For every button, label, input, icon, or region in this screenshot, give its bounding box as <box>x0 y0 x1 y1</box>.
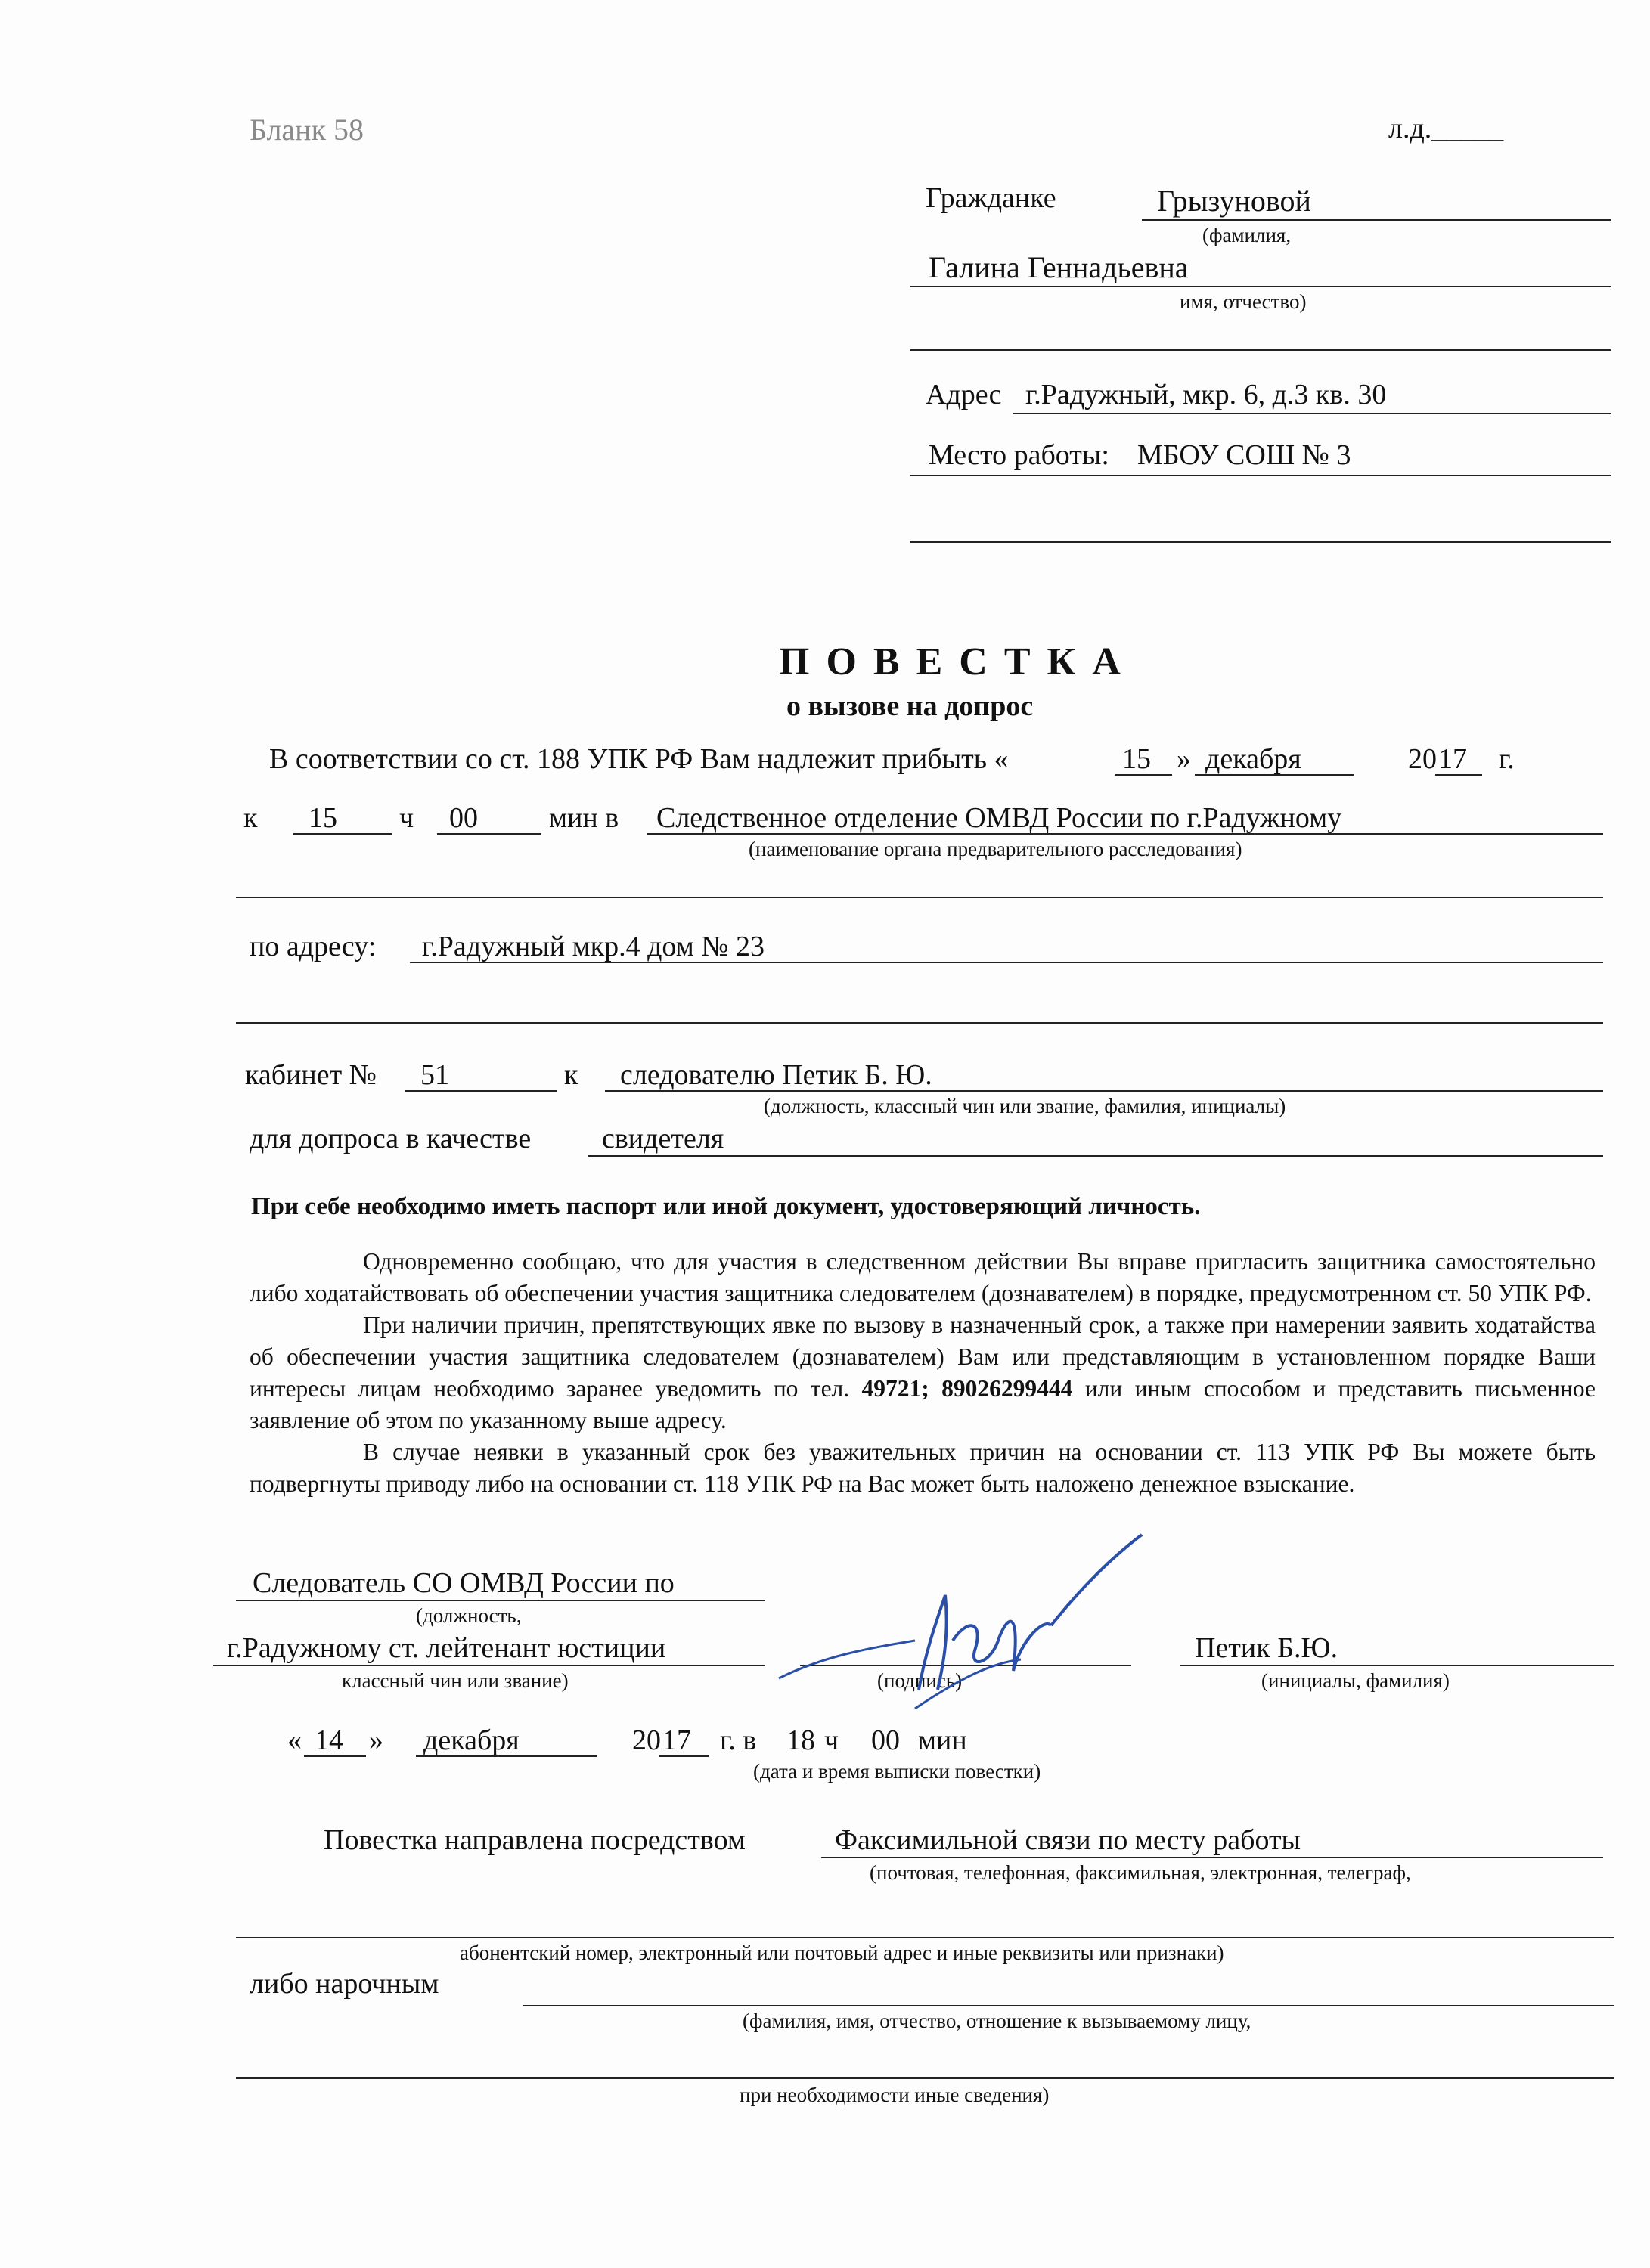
blank-line-3 <box>236 897 1603 898</box>
investigator-caption: (должность, классный чин или звание, фамилия, инициалы) <box>764 1095 1286 1117</box>
phone-numbers: 49721; 89026299444 <box>861 1375 1073 1402</box>
investigator-line <box>605 1090 1603 1092</box>
to-label: к <box>564 1059 578 1091</box>
capacity-line <box>588 1155 1603 1157</box>
name-line <box>910 286 1611 287</box>
recipient-prefix: Гражданке <box>926 182 1056 214</box>
summons-hour: 15 <box>309 802 337 834</box>
blank-line-4 <box>236 1022 1603 1024</box>
blank-line-2 <box>910 541 1611 543</box>
surname-line <box>1142 219 1611 221</box>
signer-position-2: г.Радужному ст. лейтенант юстиции <box>227 1632 666 1664</box>
form-number: Бланк 58 <box>250 113 364 147</box>
extra-info-line <box>236 2077 1614 2079</box>
paragraph-defender: Одновременно сообщаю, что для участия в следственном действии Вы вправе пригласить защитника самостоятельно либо ходатайствовать об обеспечении участия защитника следователем (дознавателем) в порядке, предусмотренном ст. 50 УПК РФ. <box>250 1248 1596 1306</box>
issue-minute-unit: мин <box>918 1724 967 1756</box>
paragraph-notification <box>250 1309 1596 1436</box>
document-title: ПОВЕСТКА <box>779 640 1137 683</box>
office-line <box>405 1090 557 1092</box>
delivery-caption-4: при необходимости иные сведения) <box>740 2084 1050 2106</box>
delivery-method: Факсимильной связи по месту работы <box>835 1824 1301 1856</box>
issue-hour: 18 <box>786 1724 815 1756</box>
recipient-name: Галина Геннадьевна <box>929 250 1189 284</box>
issue-year-suffix: 17 <box>662 1724 691 1756</box>
year-line <box>1435 774 1482 776</box>
recipient-work: МБОУ СОШ № 3 <box>1137 439 1351 471</box>
summons-address-label: по адресу: <box>250 931 377 962</box>
address-label: Адрес <box>926 379 1002 411</box>
summons-intro: В соответствии со ст. 188 УПК РФ Вам надлежит прибыть « <box>269 743 1009 775</box>
address-line <box>1013 413 1611 414</box>
rights-paragraphs <box>250 1246 1596 1500</box>
issue-day: 14 <box>315 1724 343 1756</box>
issue-month: декабря <box>423 1724 520 1756</box>
organ-line <box>647 833 1603 835</box>
office-label: кабинет № <box>245 1059 377 1091</box>
blank-line-1 <box>910 349 1611 351</box>
month-line <box>1195 774 1354 776</box>
courier-label: либо нарочным <box>250 1968 439 2000</box>
day-line <box>1115 774 1172 776</box>
id-notice: При себе необходимо иметь паспорт или иной документ, удостоверяющий личность. <box>251 1193 1201 1220</box>
issue-close-quote: » <box>369 1724 383 1756</box>
summons-address: г.Радужный мкр.4 дом № 23 <box>422 931 765 962</box>
issue-day-line <box>304 1755 366 1757</box>
summons-address-line <box>410 962 1603 963</box>
summons-month: декабря <box>1205 743 1301 775</box>
paragraph-notification-tail: или иным способом и представить письменное заявление об этом по указанному выше адресу. <box>250 1375 1596 1433</box>
minute-line <box>437 833 541 835</box>
summons-minute: 00 <box>449 802 478 834</box>
document-subtitle: о вызове на допрос <box>786 690 1034 722</box>
case-number: л.д._____ <box>1388 113 1504 144</box>
delivery-caption-2: абонентский номер, электронный или почтовый адрес и иные реквизиты или признаки) <box>460 1941 1224 1964</box>
handwritten-signature <box>764 1527 1187 1724</box>
year-unit: г. <box>1499 743 1515 775</box>
delivery-label: Повестка направлена посредством <box>324 1824 746 1856</box>
work-line <box>910 475 1611 476</box>
year-prefix: 20 <box>1408 743 1437 775</box>
investigator: следователю Петик Б. Ю. <box>620 1059 932 1091</box>
position-line-1 <box>236 1600 765 1601</box>
issue-caption: (дата и время выписки повестки) <box>753 1760 1041 1783</box>
delivery-details-line <box>236 1937 1614 1938</box>
signature-caption: (подпись) <box>877 1669 963 1692</box>
recipient-address: г.Радужный, мкр. 6, д.3 кв. 30 <box>1025 379 1387 411</box>
name-caption: имя, отчество) <box>1180 290 1307 313</box>
hour-unit: ч <box>399 802 414 834</box>
delivery-caption-3: (фамилия, имя, отчество, отношение к вызываемому лицу, <box>743 2009 1251 2032</box>
position-caption-1: (должность, <box>416 1604 522 1627</box>
signer-name-line <box>1180 1665 1614 1666</box>
issue-minute: 00 <box>871 1724 900 1756</box>
office-number: 51 <box>420 1059 449 1091</box>
signer-name-caption: (инициалы, фамилия) <box>1261 1669 1450 1692</box>
issue-year-unit: г. в <box>720 1724 757 1756</box>
issue-year-prefix: 20 <box>632 1724 661 1756</box>
at-label: к <box>243 802 258 834</box>
organ-caption: (наименование органа предварительного расследования) <box>749 838 1242 860</box>
signer-position-1: Следователь СО ОМВД России по <box>253 1567 675 1599</box>
courier-line <box>523 2005 1614 2006</box>
summons-organ: Следственное отделение ОМВД России по г.Радужному <box>656 802 1342 834</box>
issue-hour-unit: ч <box>824 1724 839 1756</box>
paragraph-notification-text: При наличии причин, препятствующих явке по вызову в назначенный срок, а также при намерении заявить ходатайства об обеспечении участия защитника следователем (дознавателем) Вам или представляющим в установленном порядке Ваши интересы лицам необходимо заранее уведомить по тел. <box>250 1312 1596 1402</box>
delivery-method-line <box>821 1857 1603 1858</box>
year-suffix: 17 <box>1438 743 1467 775</box>
recipient-surname: Грызуновой <box>1157 184 1311 218</box>
delivery-caption-1: (почтовая, телефонная, факсимильная, электронная, телеграф, <box>870 1861 1411 1884</box>
position-caption-2: классный чин или звание) <box>342 1669 569 1692</box>
signer-name: Петик Б.Ю. <box>1195 1632 1338 1664</box>
minute-unit: мин в <box>549 802 619 834</box>
quote-close: » <box>1177 743 1191 775</box>
surname-caption: (фамилия, <box>1202 224 1292 246</box>
position-line-2 <box>213 1665 765 1666</box>
capacity-label: для допроса в качестве <box>250 1123 532 1154</box>
issue-month-line <box>416 1755 597 1757</box>
issue-open-quote: « <box>287 1724 302 1756</box>
summons-day: 15 <box>1122 743 1151 775</box>
capacity: свидетеля <box>602 1123 724 1154</box>
hour-line <box>293 833 392 835</box>
issue-year-line <box>659 1755 709 1757</box>
work-label: Место работы: <box>929 439 1109 471</box>
paragraph-penalty: В случае неявки в указанный срок без уважительных причин на основании ст. 113 УПК РФ Вы можете быть подвергнуты приводу либо на основании ст. 118 УПК РФ на Вас может быть наложено денежное взыскание. <box>250 1439 1596 1497</box>
